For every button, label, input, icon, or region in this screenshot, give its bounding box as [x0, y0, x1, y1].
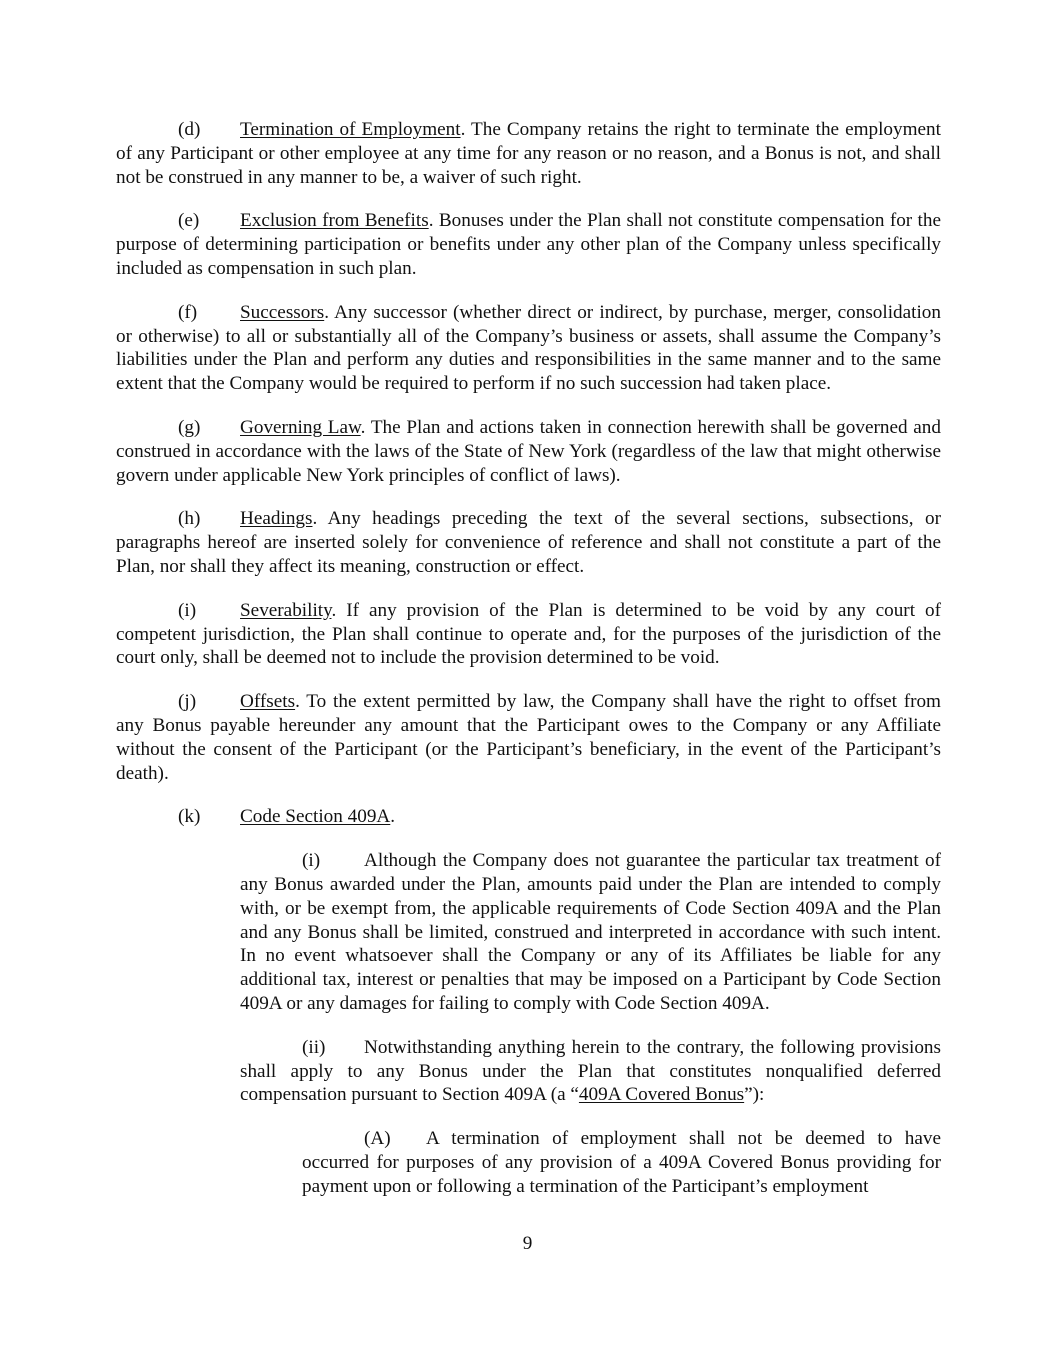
section-body: . Bonuses under the Plan shall not constitute compensation for the purpose of determining participation or benefits under any other plan of the Company unless specifically included as compensation in such plan. [116, 210, 941, 279]
page-number: 9 [522, 1233, 533, 1254]
section-number: (g) [178, 416, 201, 438]
section-body: . The Plan and actions taken in connection herewith shall be governed and construed in accordance with the laws of the State of New York (regardless of the law that might otherwise govern under applicable New York principles of conflict of laws). [116, 416, 941, 486]
section-number: (e) [178, 210, 200, 232]
subsection-number: (i) [302, 850, 321, 872]
subsection-ii [240, 1036, 941, 1107]
subsection-number: (A) [364, 1128, 391, 1150]
section-heading: Headings [240, 508, 313, 530]
section-number: (k) [178, 806, 201, 828]
section-body: . [390, 806, 396, 828]
section-f [116, 301, 941, 396]
subsection-A [302, 1127, 941, 1198]
subsection-body: A termination of employment shall not be deemed to have occurred for purposes of any provision of a 409A Covered Bonus providing for payment upon or following a termination of the Participant’s employment [302, 1128, 941, 1197]
section-heading: Termination of Employment [240, 119, 461, 140]
section-d [116, 118, 941, 189]
section-number: (j) [178, 691, 197, 713]
subsection-body-end: ”): [744, 1084, 765, 1106]
section-number: (i) [178, 599, 197, 621]
section-e [116, 209, 941, 280]
section-j [116, 690, 941, 785]
section-i [116, 599, 941, 670]
defined-term: 409A Covered Bonus [578, 1084, 745, 1106]
section-body: . Any headings preceding the text of the several sections, subsections, or paragraphs hereof are inserted solely for convenience of reference and shall not constitute a part of the Plan, nor shall they affect its meaning, construction or effect. [116, 508, 941, 577]
section-number: (d) [178, 119, 201, 140]
section-heading: Severability [240, 599, 332, 621]
section-number: (h) [178, 508, 201, 530]
section-number: (f) [178, 301, 198, 323]
section-body: . To the extent permitted by law, the Company shall have the right to offset from any Bonus payable hereunder any amount that the Participant owes to the Company or any Affiliate without the consent of the Participant (or the Participant’s beneficiary, in the event of the Participant’s death). [116, 691, 941, 784]
subsection-body: Notwithstanding anything herein to the contrary, the following provisions shall apply to any Bonus under the Plan that constitutes nonqualified deferred compensation pursuant to Section 409A (a “ [240, 1036, 941, 1106]
section-body: . Any successor (whether direct or indirect, by purchase, merger, consolidation or otherwise) to all or substantially all of the Company’s business or assets, shall assume the Company’s liabilities under the Plan and perform any duties and responsibilities in the same manner and to the same extent that the Company would be required to perform if no such succession had taken place. [116, 301, 941, 395]
section-g [116, 416, 941, 487]
subsection-i [240, 849, 941, 1016]
section-heading: Governing Law [240, 416, 361, 438]
section-heading: Successors [240, 301, 325, 323]
section-heading: Offsets [240, 691, 296, 713]
section-heading: Code Section 409A [240, 806, 391, 828]
document-page [116, 118, 941, 1218]
section-body: . The Company retains the right to terminate the employment of any Participant or other employee at any time for any reason or no reason, and a Bonus is not, and shall not be construed in any manner to be, a waiver of such right. [116, 119, 941, 188]
subsection-number: (ii) [302, 1036, 326, 1058]
section-body: . If any provision of the Plan is determined to be void by any court of competent jurisdiction, the Plan shall continue to operate and, for the purposes of the jurisdiction of the court only, shall be deemed not to include the provision determined to be void. [116, 599, 941, 669]
section-heading: Exclusion from Benefits [240, 210, 429, 232]
section-h [116, 507, 941, 578]
section-k [116, 805, 941, 829]
subsection-body: Although the Company does not guarantee the particular tax treatment of any Bonus awarded under the Plan, amounts paid under the Plan are intended to comply with, or be exempt from, the applicable requirements of Code Section 409A and the Plan and any Bonus shall be limited, construed and interpreted in accordance with such intent. In no event whatsoever shall the Company or any of its Affiliates be liable for any additional tax, interest or penalties that may be imposed on a Participant by Code Section 409A or any damages for failing to comply with Code Section 409A. [240, 850, 941, 1014]
